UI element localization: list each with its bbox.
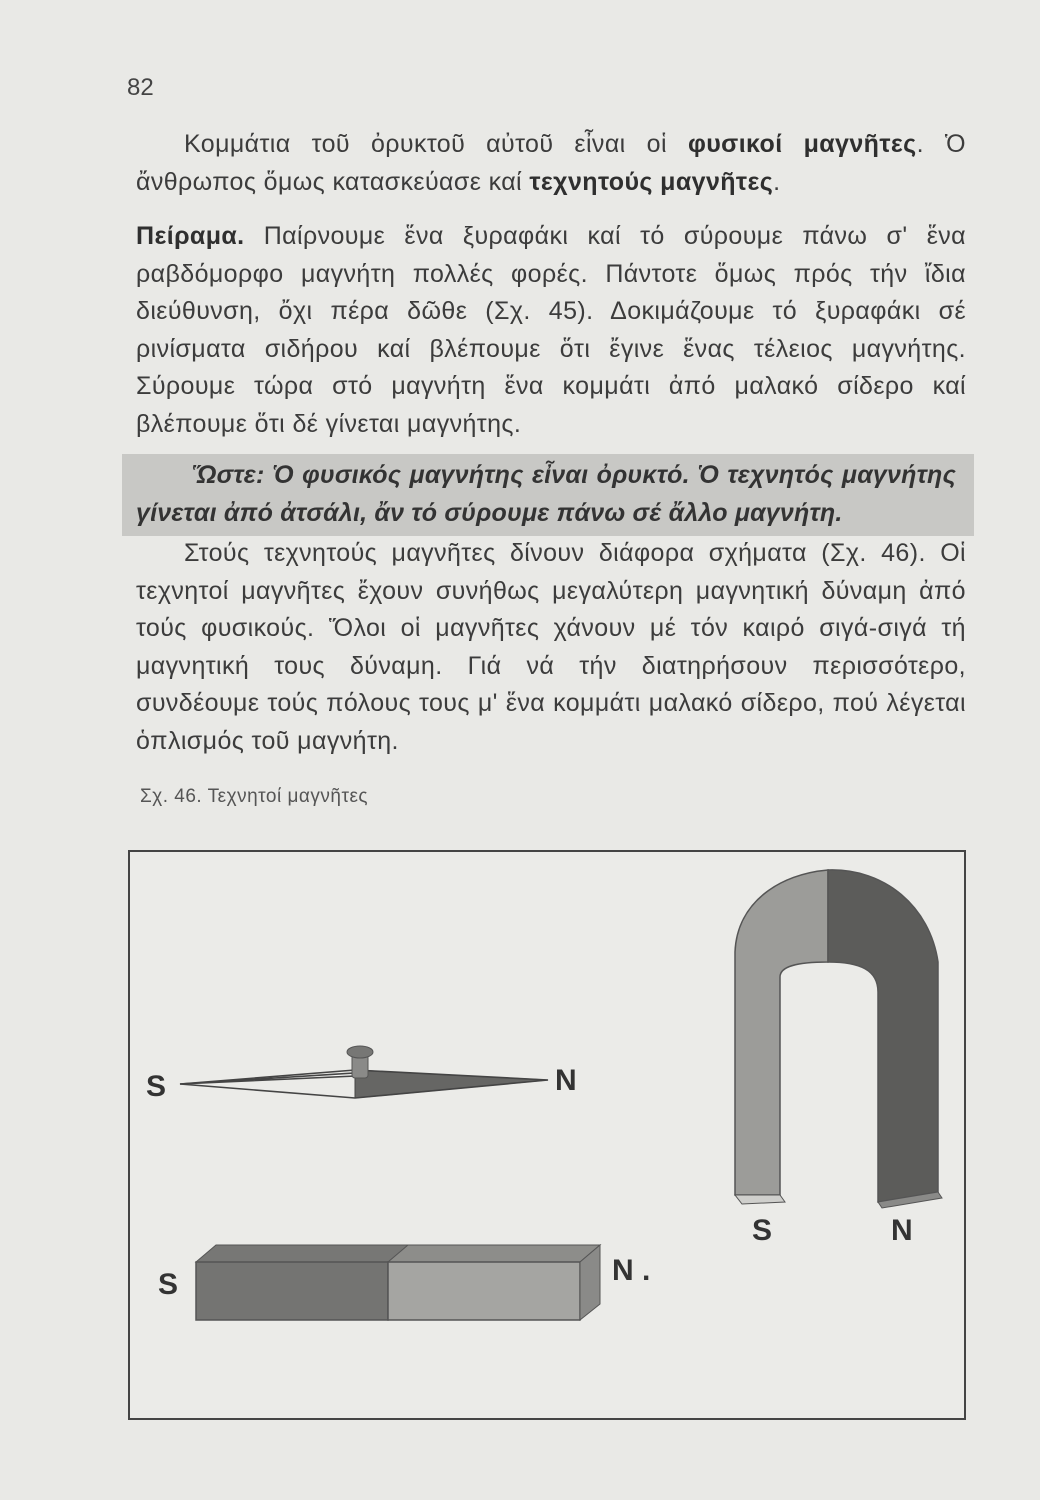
bar-south-label: S [158,1268,179,1301]
paragraph-shapes [136,535,966,760]
conclusion-heading: Ὥστε: [192,461,265,489]
conclusion-box [122,454,974,536]
figure-caption: Σχ. 46. Τεχνητοί μαγνῆτες [140,786,369,807]
natural-magnets-term: φυσικοί μαγνῆτες [687,130,917,158]
magnets-illustration [130,852,964,1418]
bar-north-label: N . [612,1254,651,1287]
bar-south-half [196,1262,388,1320]
bar-magnet [196,1245,600,1320]
bar-north-half [388,1262,580,1320]
horseshoe-north-label: N [891,1214,913,1247]
intro-text-3: . [773,167,781,196]
artificial-magnets-term: τεχνητούς μαγνῆτες [529,167,774,196]
figure-46 [128,850,966,1420]
intro-text-1: Κομμάτια τοῦ ὀρυκτοῦ αὐτοῦ εἶναι οἱ [184,130,688,158]
paragraph-experiment [136,218,966,443]
intro-text-2: . Ὁ ἄνθρωπος ὅμως κατασκεύασε καί [136,130,967,196]
shapes-text: Στούς τεχνητούς μαγνῆτες δίνουν διάφορα σχήματα (Σχ. 46). Οἱ τεχνητοί μαγνῆτες ἔχουν συνήθως μεγαλύτερη μαγνητική δύναμη ἀπό τούς φυσικούς. Ὅλοι οἱ μαγνῆτες χάνουν μέ τόν καιρό σιγά-σιγά τή μαγνητική τους δύναμη. Γιά νά τήν διατηρήσουν περισσότερο, συνδέουμε τούς πόλους τους μ' ἕνα κομμάτι μαλακό σίδερο, πού λέγεται ὁπλισμός τοῦ μαγνήτη. [136,539,966,755]
horseshoe-south-base [735,1195,785,1204]
bar-top-face-north [388,1245,600,1262]
conclusion-text-block [136,456,956,532]
needle-south-label: S [146,1070,167,1103]
compass-needle [180,1046,548,1098]
horseshoe-south-label: S [752,1214,773,1247]
experiment-heading: Πείραμα. [136,222,245,250]
paragraph-intro [136,126,966,201]
needle-north-label: N [555,1064,577,1097]
horseshoe-north-arm [828,870,938,1202]
horseshoe-south-arm [735,870,828,1195]
conclusion-text: Ὁ φυσικός μαγνήτης εἶναι ὀρυκτό. Ὁ τεχνητός μαγνήτης γίνεται ἀπό ἀτσάλι, ἄν τό σύρουμε πάνω σέ ἄλλο μαγνήτη. [136,461,956,527]
experiment-text: Παίρνουμε ἕνα ξυραφάκι καί τό σύρουμε πάνω σ' ἕνα ραβδόμορφο μαγνήτη πολλές φορές. Πάντοτε ὅμως πρός τήν ἴδια διεύθυνση, ὄχι πέρα δῶθε (Σχ. 45). Δοκιμάζουμε τό ξυραφάκι σέ ρινίσματα σιδήρου καί βλέπουμε ὅτι ἔγινε ἕνας τέλειος μαγνήτης. Σύρουμε τώρα στό μαγνήτη ἕνα κομμάτι ἀπό μαλακό σίδερο καί βλέπουμε ὅτι δέ γίνεται μαγνήτης. [136,222,966,438]
horseshoe-magnet [735,870,942,1208]
page-number: 82 [127,74,154,101]
needle-pivot-cap [347,1046,373,1058]
